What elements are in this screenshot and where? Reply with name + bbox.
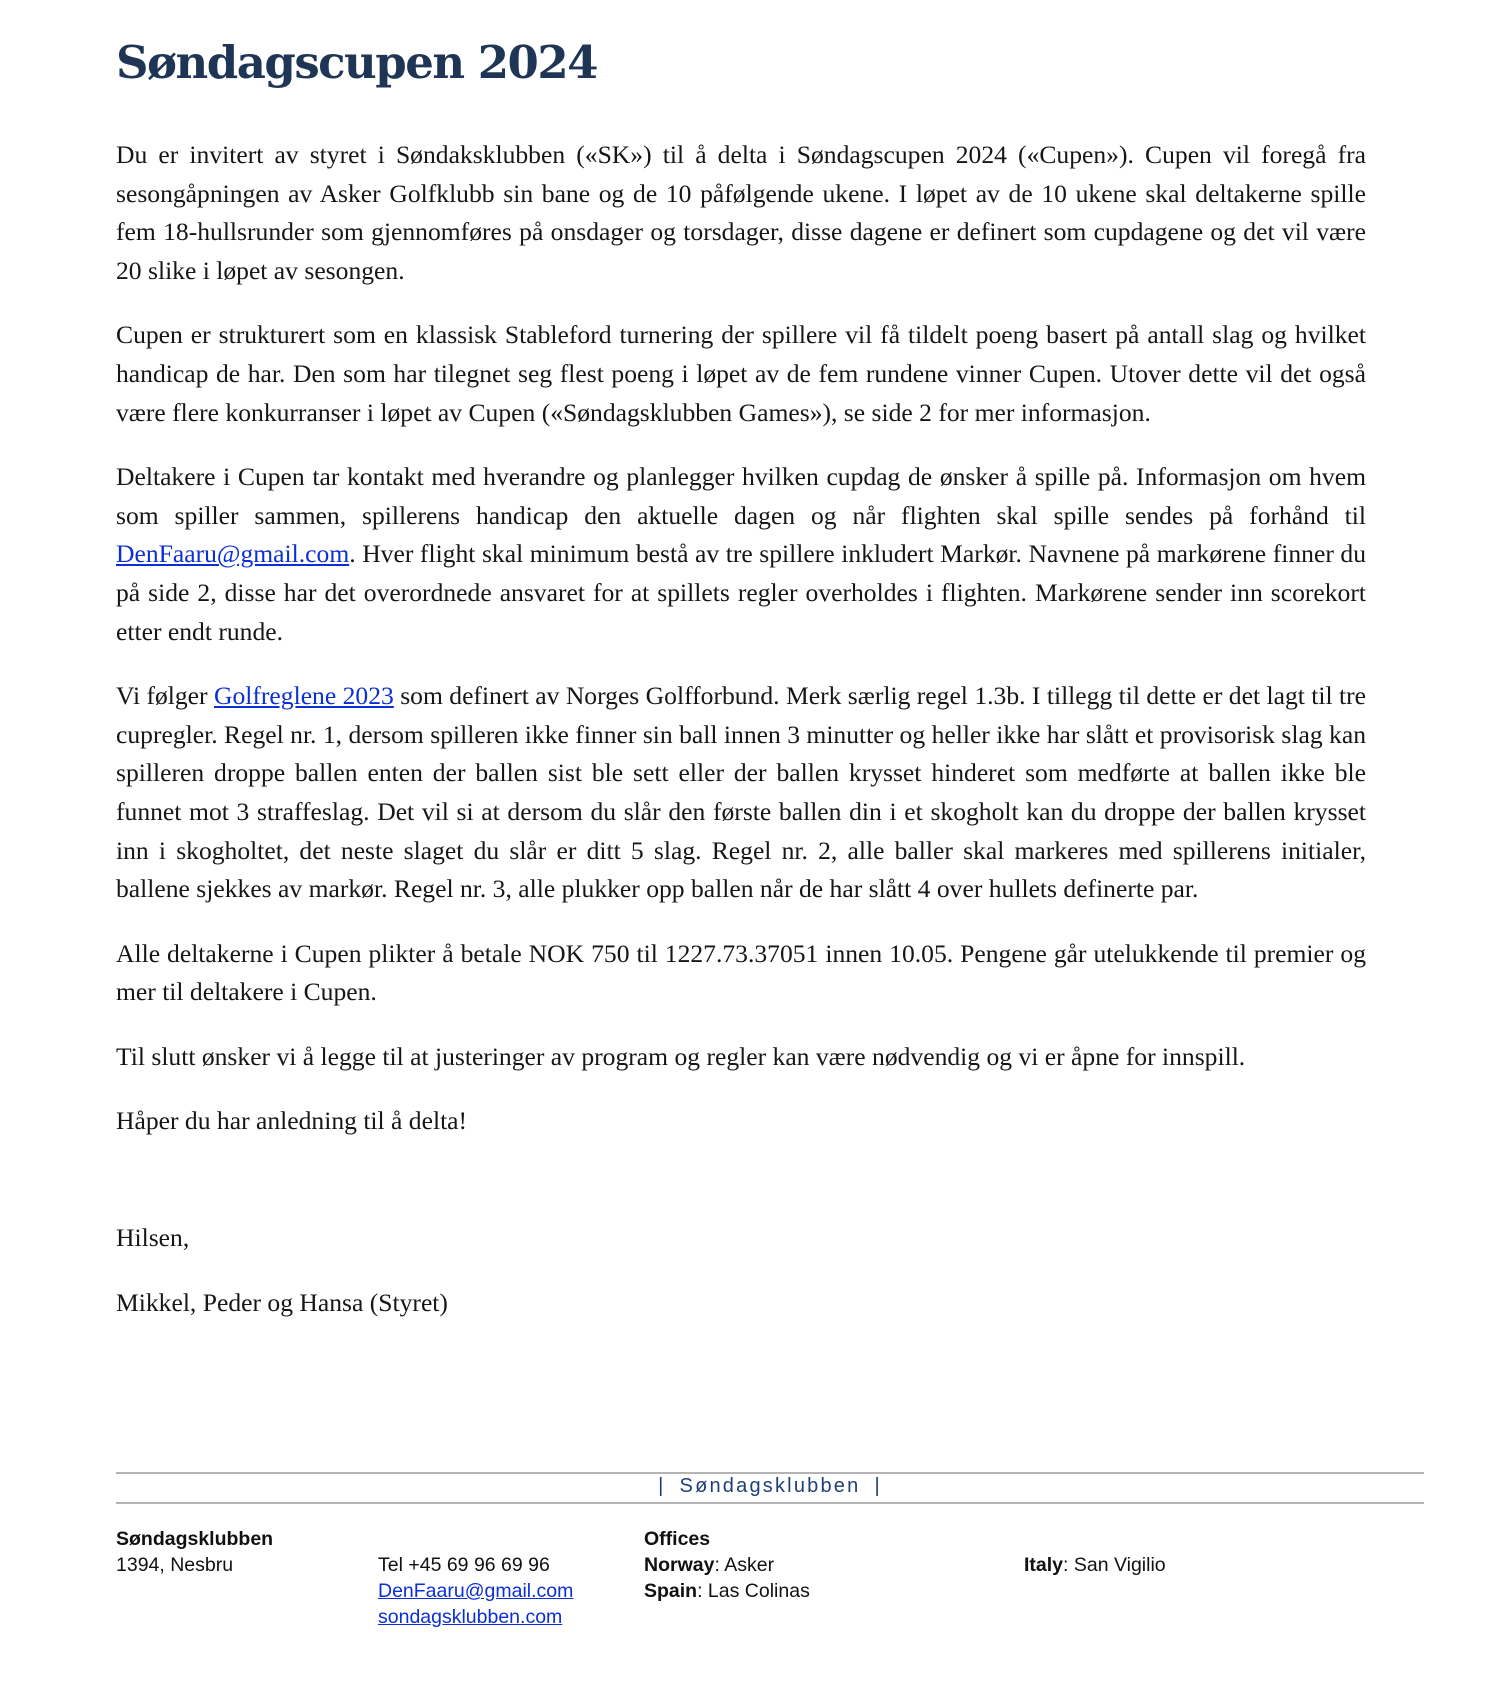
paragraph-rules xyxy=(116,677,1366,909)
brand-bar-left: | xyxy=(658,1475,666,1497)
office-italy xyxy=(1024,1552,1166,1578)
office-spain xyxy=(644,1578,810,1604)
org-name: Søndagsklubben xyxy=(116,1528,274,1550)
footer-brand xyxy=(116,1475,1424,1498)
website-link[interactable]: sondagsklubben.com xyxy=(378,1606,563,1628)
office-spain-label: Spain xyxy=(644,1580,698,1602)
org-address: 1394, Nesbru xyxy=(116,1554,234,1576)
footer-offices-block xyxy=(644,1526,810,1604)
document-title: Søndagscupen 2024 xyxy=(116,36,597,89)
office-norway-value: : Asker xyxy=(714,1554,775,1576)
signature: Mikkel, Peder og Hansa (Styret) xyxy=(116,1287,448,1317)
paragraph-participants-text-1: Deltakere i Cupen tar kontakt med hverandre og planlegger hvilken cupdag de ønsker å spille på. Informasjon om hvem som spiller sammen, spillerens handicap den aktuelle dagen og når flighten skal spille sendes på forhånd til xyxy=(116,462,1366,530)
footer-bottom-rule xyxy=(116,1502,1424,1504)
phone-number: Tel +45 69 96 69 96 xyxy=(378,1554,550,1576)
spacer xyxy=(116,1167,1366,1219)
footer-italy-block xyxy=(1024,1552,1166,1578)
footer-top-rule xyxy=(116,1472,1424,1474)
brand-name: Søndagsklubben xyxy=(679,1475,861,1497)
paragraph-rules-text-2: som definert av Norges Golfforbund. Merk særlig regel 1.3b. I tillegg til dette er det lagt til tre cupregler. Regel nr. 1, dersom spilleren ikke finner sin ball innen 3 minutter og heller ikke har slått et provisorisk slag kan spilleren droppe ballen enten der ballen sist ble sett eller der ballen krysset hinderet som medførte at ballen ikke ble funnet mot 3 straffeslag. Det vil si at dersom du slår den første ballen din i et skogholt kan du droppe der ballen krysset inn i skogholtet, det neste slaget du slår er ditt 5 slag. Regel nr. 2, alle baller skal markeres med spillerens initialer, ballene sjekkes av markør. Regel nr. 3, alle plukker opp ballen når de har slått 4 over hullets definerte par. xyxy=(116,681,1366,904)
paragraph-participants-text-2: . Hver flight skal minimum bestå av tre spillere inkludert Markør. Navnene på markørene finner du på side 2, disse har det overordnede ansvaret for at spillets regler overholdes i flighten. Markørene sender inn scorekort etter endt runde. xyxy=(116,539,1366,646)
letter-body xyxy=(116,136,1366,1348)
paragraph-participants xyxy=(116,458,1366,651)
paragraph-payment: Alle deltakerne i Cupen plikter å betale NOK 750 til 1227.73.37051 innen 10.05. Pengene går utelukkende til premier og mer til deltakere i Cupen. xyxy=(116,938,1366,1007)
greeting: Hilsen, xyxy=(116,1223,190,1253)
paragraph-rules-text-1: Vi følger xyxy=(116,681,214,711)
offices-heading: Offices xyxy=(644,1528,711,1550)
footer-email-link[interactable]: DenFaaru@gmail.com xyxy=(378,1580,574,1602)
office-italy-label: Italy xyxy=(1024,1554,1064,1576)
paragraph-adjustments: Til slutt ønsker vi å legge til at justeringer av program og regler kan være nødvendig og vi er åpne for innspill. xyxy=(116,1041,1246,1071)
paragraph-structure: Cupen er strukturert som en klassisk Stableford turnering der spillere vil få tildelt poeng basert på antall slag og hvilket handicap de har. Den som har tilegnet seg flest poeng i løpet av de fem rundene vinner Cupen. Utover dette vil det også være flere konkurranser i løpet av Cupen («Søndagsklubben Games»), se side 2 for mer informasjon. xyxy=(116,320,1366,427)
footer-address-block xyxy=(116,1526,273,1578)
golf-rules-link[interactable]: Golfreglene 2023 xyxy=(213,681,394,711)
footer-contact-block xyxy=(378,1552,573,1630)
office-norway-label: Norway xyxy=(644,1554,715,1576)
office-spain-value: : Las Colinas xyxy=(697,1580,810,1602)
paragraph-closing: Håper du har anledning til å delta! xyxy=(116,1106,468,1136)
brand-bar-right: | xyxy=(874,1475,882,1497)
paragraph-invitation: Du er invitert av styret i Søndaksklubben («SK») til å delta i Søndagscupen 2024 («Cupen»). Cupen vil foregå fra sesongåpningen av Asker Golfklubb sin bane og de 10 påfølgende ukene. I løpet av de 10 ukene skal deltakerne spille fem 18-hullsrunder som gjennomføres på onsdager og torsdager, disse dagene er definert som cupdagene og det vil være 20 slike i løpet av sesongen. xyxy=(116,140,1366,285)
office-norway xyxy=(644,1552,810,1578)
office-italy-value: : San Vigilio xyxy=(1063,1554,1166,1576)
email-link[interactable]: DenFaaru@gmail.com xyxy=(116,539,350,569)
